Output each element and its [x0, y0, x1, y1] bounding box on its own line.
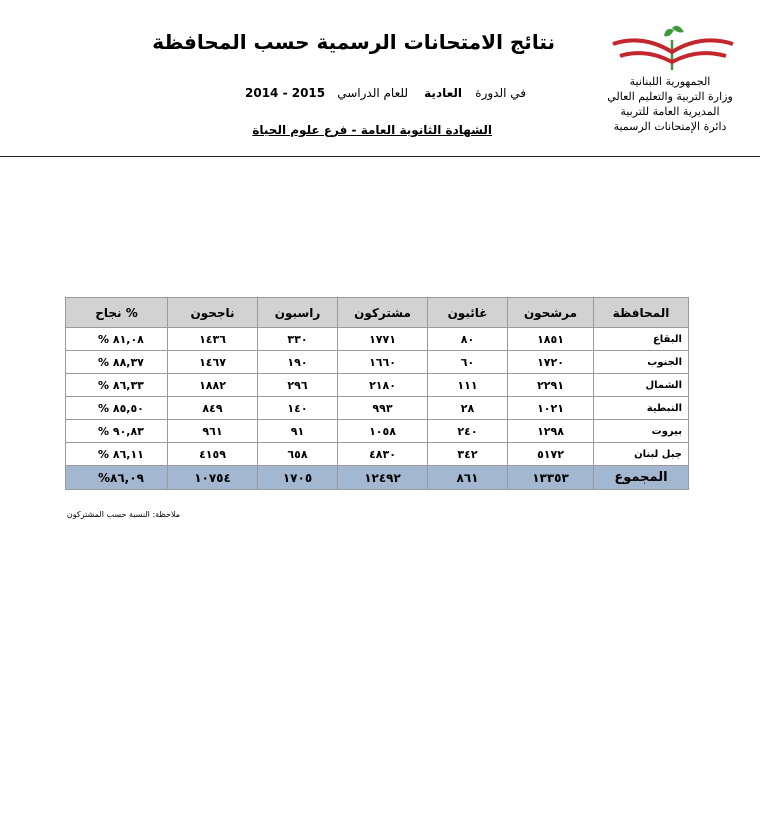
total-pass-rate: ٨٦,٠٩%: [66, 466, 168, 490]
total-passed: ١٠٧٥٤: [168, 466, 258, 490]
total-failed: ١٧٠٥: [258, 466, 338, 490]
cell-absent: ٢٤٠: [428, 420, 508, 443]
cell-passed: ٩٦١: [168, 420, 258, 443]
ministry-logo-book-icon: [608, 22, 738, 82]
header-absent: غائبون: [428, 298, 508, 328]
cell-governorate: بيروت: [594, 420, 689, 443]
header-divider: [0, 156, 760, 157]
header-participants: مشتركون: [338, 298, 428, 328]
year-prefix: للعام الدراسي: [337, 86, 408, 100]
cell-pass-rate: ٨٦,١١ %: [66, 443, 168, 466]
cell-absent: ١١١: [428, 374, 508, 397]
republic-name: الجمهورية اللبنانية: [629, 75, 711, 88]
cell-participants: ١٠٥٨: [338, 420, 428, 443]
total-label: المجموع: [594, 466, 689, 490]
academic-year: 2014 - 2015: [245, 86, 326, 100]
session-prefix: في الدورة: [475, 86, 526, 100]
cell-failed: ٢٩٦: [258, 374, 338, 397]
certificate-title: الشهادة الثانوية العامة - فرع علوم الحياة: [252, 123, 492, 137]
cell-participants: ١٧٧١: [338, 328, 428, 351]
cell-candidates: ١٢٩٨: [508, 420, 594, 443]
cell-failed: ١٩٠: [258, 351, 338, 374]
ministry-header: [600, 74, 740, 134]
footnote: ملاحظة: النسبة حسب المشتركون: [66, 510, 180, 519]
cell-passed: ٨٤٩: [168, 397, 258, 420]
table-total-row: [66, 466, 689, 490]
table-row: [66, 351, 689, 374]
cell-absent: ٦٠: [428, 351, 508, 374]
total-absent: ٨٦١: [428, 466, 508, 490]
cell-participants: ١٦٦٠: [338, 351, 428, 374]
cell-absent: ٣٤٢: [428, 443, 508, 466]
cell-failed: ٣٣٠: [258, 328, 338, 351]
cell-failed: ١٤٠: [258, 397, 338, 420]
cell-candidates: ٥١٧٢: [508, 443, 594, 466]
results-table: [65, 297, 689, 490]
cell-failed: ٦٥٨: [258, 443, 338, 466]
header-failed: راسبون: [258, 298, 338, 328]
header-pass-rate: % نجاح: [66, 298, 168, 328]
total-candidates: ١٣٣٥٣: [508, 466, 594, 490]
cell-participants: ٢١٨٠: [338, 374, 428, 397]
cell-absent: ٢٨: [428, 397, 508, 420]
table-row: [66, 374, 689, 397]
cell-pass-rate: ٩٠,٨٣ %: [66, 420, 168, 443]
cell-candidates: ١٧٢٠: [508, 351, 594, 374]
header-governorate: المحافظة: [594, 298, 689, 328]
directorate-name: المديرية العامة للتربية: [620, 105, 720, 118]
cell-candidates: ١٨٥١: [508, 328, 594, 351]
cell-governorate: الجنوب: [594, 351, 689, 374]
ministry-name: وزارة التربية والتعليم العالي: [607, 90, 733, 103]
session-name: العادية: [424, 86, 462, 100]
table-header-row: [66, 298, 689, 328]
cell-candidates: ٢٢٩١: [508, 374, 594, 397]
cell-participants: ٤٨٣٠: [338, 443, 428, 466]
cell-governorate: النبطية: [594, 397, 689, 420]
cell-pass-rate: ٨٦,٣٣ %: [66, 374, 168, 397]
cell-governorate: البقاع: [594, 328, 689, 351]
total-participants: ١٢٤٩٢: [338, 466, 428, 490]
table-row: [66, 328, 689, 351]
cell-passed: ٤١٥٩: [168, 443, 258, 466]
department-name: دائرة الإمتحانات الرسمية: [613, 120, 727, 133]
cell-passed: ١٨٨٢: [168, 374, 258, 397]
header-passed: ناجحون: [168, 298, 258, 328]
table-row: [66, 420, 689, 443]
cell-absent: ٨٠: [428, 328, 508, 351]
cell-passed: ١٤٣٦: [168, 328, 258, 351]
cell-governorate: الشمال: [594, 374, 689, 397]
cell-pass-rate: ٨٥,٥٠ %: [66, 397, 168, 420]
header-candidates: مرشحون: [508, 298, 594, 328]
page-title: نتائج الامتحانات الرسمية حسب المحافظة: [152, 30, 555, 54]
cell-candidates: ١٠٢١: [508, 397, 594, 420]
cell-pass-rate: ٨١,٠٨ %: [66, 328, 168, 351]
cell-pass-rate: ٨٨,٣٧ %: [66, 351, 168, 374]
cell-passed: ١٤٦٧: [168, 351, 258, 374]
cell-governorate: جبل لبنان: [594, 443, 689, 466]
table-row: [66, 443, 689, 466]
table-row: [66, 397, 689, 420]
cell-participants: ٩٩٣: [338, 397, 428, 420]
cell-failed: ٩١: [258, 420, 338, 443]
